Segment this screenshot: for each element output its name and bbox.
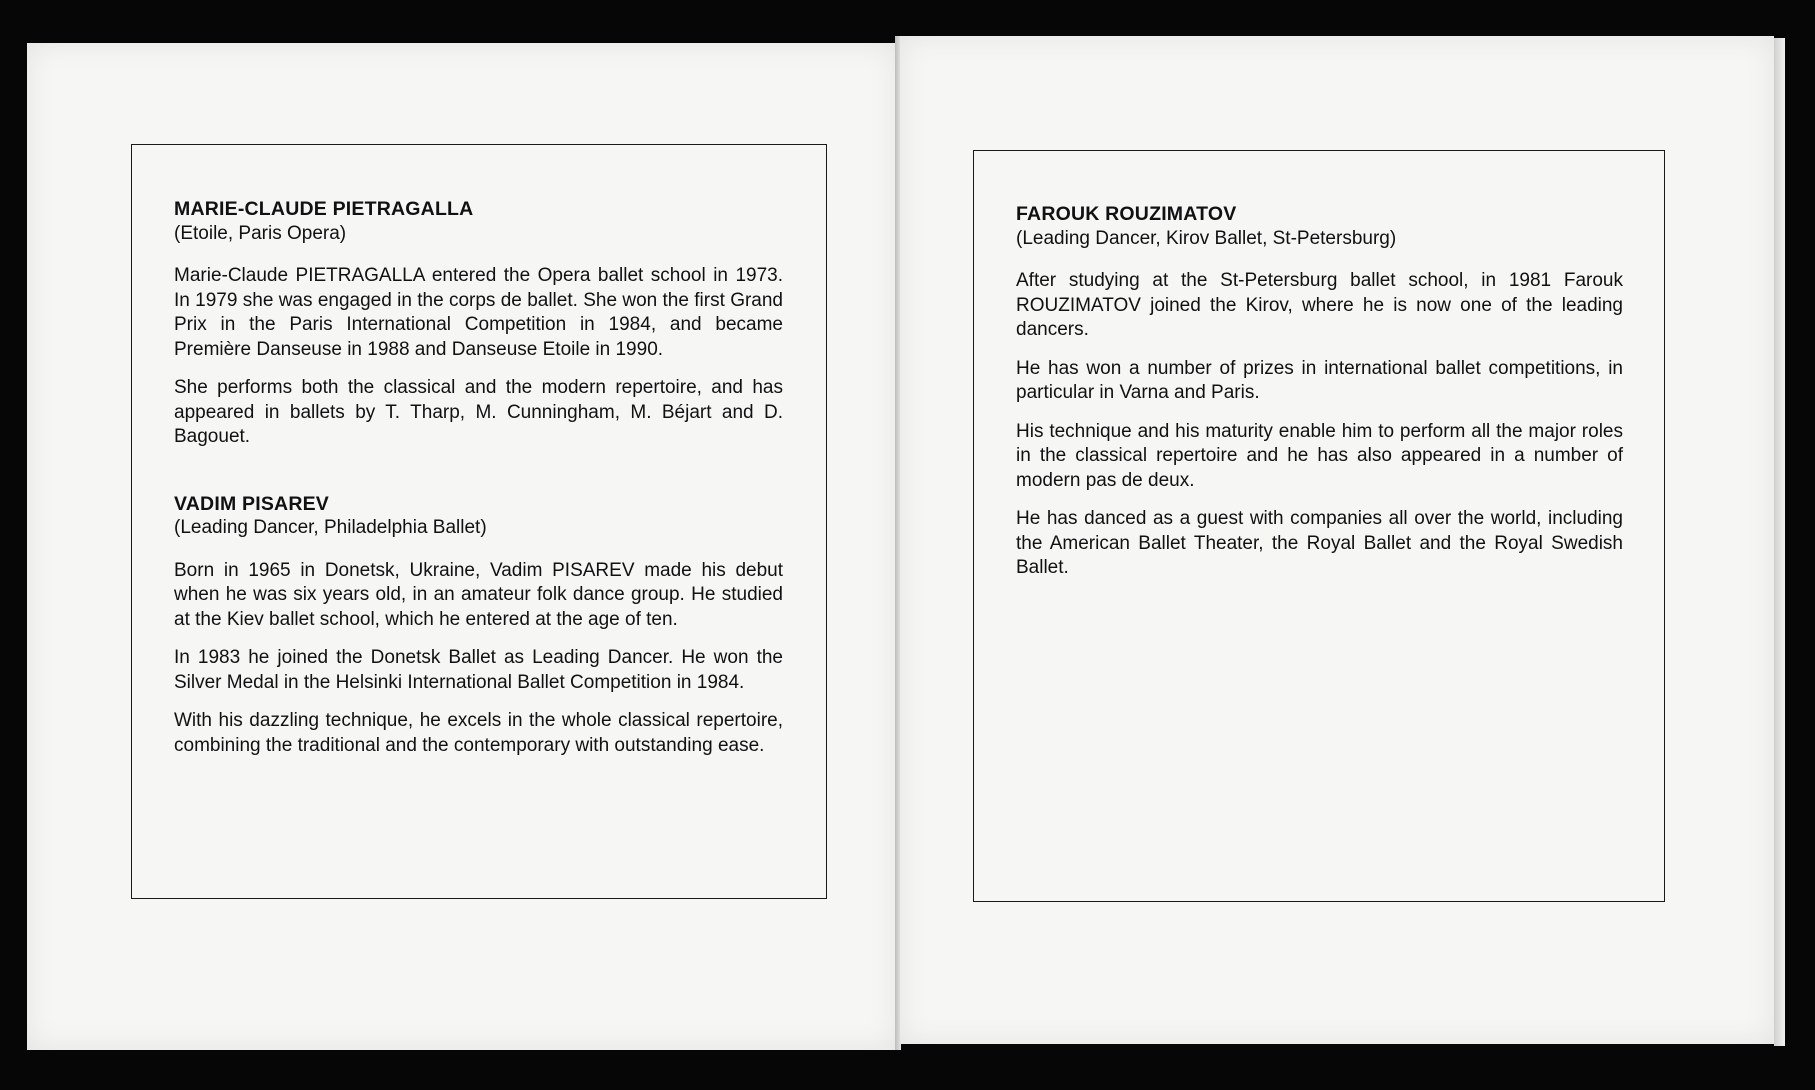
dancer-section-rouzimatov [1016, 202, 1623, 581]
dancer-name: VADIM PISAREV [174, 492, 330, 515]
bio-paragraph: With his dazzling technique, he excels in the whole classical repertoire, combining the traditional and the contemporary with outstanding ease. [174, 710, 783, 756]
dancer-name: MARIE-CLAUDE PIETRAGALLA [174, 198, 474, 220]
dancer-role: (Leading Dancer, Kirov Ballet, St-Petersburg) [1016, 227, 1397, 249]
bio-paragraph: In 1983 he joined the Donetsk Ballet as Leading Dancer. He won the Silver Medal in the Helsinki International Ballet Competition in 1984. [174, 647, 783, 693]
dancer-role: (Etoile, Paris Opera) [174, 222, 347, 244]
right-page-content [1016, 202, 1623, 595]
page-edge [1774, 38, 1785, 1046]
left-page-content [174, 197, 783, 772]
bio-paragraph: She performs both the classical and the modern repertoire, and has appeared in ballets by T. Tharp, M. Cunningham, M. Béjart and D. Bagouet. [174, 377, 783, 447]
dancer-section-pietragalla [174, 197, 783, 450]
dancer-section-pisarev [174, 492, 783, 759]
bio-paragraph: Marie-Claude PIETRAGALLA entered the Opera ballet school in 1973. In 1979 she was engaged in the corps de ballet. She won the first Grand Prix in the Paris International Competition in 1984, and became Première Danseuse in 1988 and Danseuse Etoile in 1990. [174, 265, 783, 360]
bio-paragraph: Born in 1965 in Donetsk, Ukraine, Vadim PISAREV made his debut when he was six years old, in an amateur folk dance group. He studied at the Kiev ballet school, which he entered at the age of ten. [174, 559, 783, 630]
section-spacer [174, 464, 783, 492]
dancer-role: (Leading Dancer, Philadelphia Ballet) [174, 517, 487, 538]
bio-paragraph: He has won a number of prizes in international ballet competitions, in particular in Varna and Paris. [1016, 357, 1623, 403]
bio-paragraph: His technique and his maturity enable him to perform all the major roles in the classical repertoire and he has also appeared in a number of modern pas de deux. [1016, 420, 1623, 491]
bio-paragraph: After studying at the St-Petersburg ballet school, in 1981 Farouk ROUZIMATOV joined the Kirov, where he is now one of the leading dancers. [1016, 270, 1623, 340]
dancer-name: FAROUK ROUZIMATOV [1016, 203, 1237, 225]
bio-paragraph: He has danced as a guest with companies all over the world, including the American Ballet Theater, the Royal Ballet and the Royal Swedish Ballet. [1016, 508, 1623, 578]
